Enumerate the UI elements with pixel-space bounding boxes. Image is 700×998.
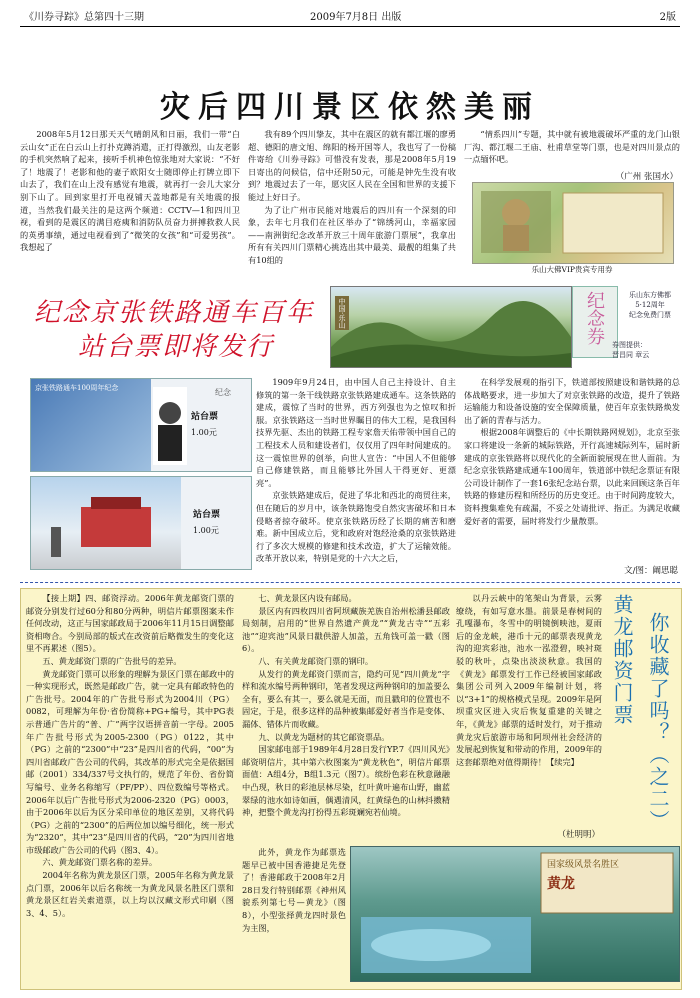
station-picture	[31, 477, 181, 569]
article2-col1: 1909年9月24日，由中国人自己主持设计、自主修筑的第一条干线铁路京张铁路建成通车。这条铁路的建成，震惊了当时的世界，西方列强也为之惊叹和折服。京张铁路这一当时世界瞩目的伟大工程，是我国科技界先驱、杰出的铁路工程专家詹天佑带领中国自己的工程技术人员和建设者们，仅仅用了四年时间建成的。这一震惊世界的创举，向世人宣告：“中国人不但能够自己修建铁路，而且能够比外国人干得更好、更漂亮”。 京张铁路建成后，促进了华北和西北的商贸往来，但在随后的岁月中，该条铁路饱受自然灾害破坏和日本侵略者掠夺破坏。使京张铁路历经了长期的痛苦和磨难。新中国成立后，党和政府对饱经沧桑的京张铁路进行了多次大规模的修建和技术改造，扩大了运输效能。改革开放以来，特别是党的十六大之后，	[256, 377, 456, 564]
ticket1-label: 纪念	[215, 388, 231, 397]
leshan-caption: 乐山大佛VIP贵宾专用券	[531, 265, 613, 274]
article2-byline: 文/图：阚思聪	[624, 566, 678, 576]
article2-col2: 在科学发展观的指引下，铁道部按照建设和谐铁路的总体战略要求，进一步加大了对京张铁路的改造，提升了铁路运输能力和设备设施的安全保障质量，使百年京张铁路焕发出了新的青春与活力。 根据2008年调整后的《中长期铁路网规划》，北京至张家口将建设一条新的城际铁路，开行高速城际列车，届时新建成的京张铁路将以现代化的全新面貌展现在世人面前。为纪念京张铁路建成通车100周年，铁道部中铁纪念票证有限公司设计制作了一套16张纪念站台票，以此来回顾这条百年铁路的修建历程和所经历的历史变迁。由于时间跨度较大，资料搜集难免有疏漏，不妥之处请批评、指正。为满足收藏爱好者的需要，届时将发行少量散票。	[464, 377, 680, 526]
ticket2-type: 站台票	[193, 510, 221, 520]
article3-col3: 以丹云峡中的笔架山为背景，云雾缭绕，有如写意水墨。前景是春树间的孔嘎瀑布，冬雪中的明镜倒映池，夏雨后的金龙峡，港币十元的邮票表现黄龙沟的迎宾彩池，池水一泓澄碧，映衬斑驳的秋叶，点染出淡淡秋意。我国的《黄龙》邮票发行工作已经被国家邮政集团公司列入2009年编制计划，将以“3+1”的规格模式呈现。2009年是阿坝重灾区进入灾后恢复重建的关键之年，《黄龙》邮票的适时发行，对于推动黄龙灾后旅游市场和阿坝州社会经济的发展起到恢复和带动的作用，2009年的这套邮票绝对值得期待！【续完】	[456, 593, 602, 767]
article1-col1: 2008年5月12日那天天气晴朗风和日丽，我们一带“白云山女”正在白云山上打扑克蹲消遣，正打得激烈，山友老影的手机突然响了起来，接听手机神色惊张地对大家说：“不好了！地震了！老影和他的妻子欧阳女士随即停止打牌立即下山去了，我们在山上没有感觉有地震，就再打一会儿大家分别下山了。回到家里打开电视铺天盖地都是有关地震的报道，当然我们最关注的是这两个频道：CCTV—1和四川卫视，看到的是震区的满目疮痍和消防队员奋力拼搏救救人民的英勇事绩，通过电视看到了“微笑的女孩”和“可爱男孩”。我想起了	[20, 129, 240, 253]
mountain-picture	[330, 286, 572, 368]
ticket1-type: 站台票	[191, 412, 219, 422]
article3-col2-bottom: 此外，黄龙作为邮票选题早已被中国香港捷足先登了！香港邮政于2008年2月28日发行特别邮票《神州风貌系列第七号—黄龙》（图8），小型张择黄龙四时景色为主图，	[242, 847, 346, 933]
huanglong-ticket-name: 黄龙	[547, 876, 575, 892]
article3-col2-top: 七、黄龙景区内设有邮局。 景区内有四枚四川省阿坝藏族羌族自治州松潘县邮政局刻制，启用的“世界自然遗产黄龙”“黄龙古寺”“五彩池”“迎宾池”风景日戳供游人加盖，五角钱可盖一戳（图6）。 八、有关黄龙邮资门票的钢印。 从发行的黄龙邮资门票而言，隐约可见“四川黄龙”字样和流水编号两种钢印，笔者发现这两种钢印的加盖要么全有，要么有其一，要么就是无面，而且戳印的位置也不固定，于是，很多这样的品种被集邮爱好者当作是变体、漏体、错体片而收藏。 九、以黄龙为题材的其它邮资票品。 国家邮电部于1989年4月28日发行YP.7《四川风光》邮资明信片，其中第六枚图案为“黄龙秋色”，明信片邮票面值：A组4分，B组1.3元（图7）。缤纷色彩在秋意融融中凸现，秋日的彩池层林尽染，红叶黄叶遍布山野，幽蓝翠绿的池水如诗如画，偶遇清风，红黄绿色的山林抖擞精神，把整个黄龙沟打扮得五彩斑斓宛若仙境。	[242, 593, 450, 818]
ticket2-price: 1.00元	[193, 526, 219, 535]
huanglong-ticket-image	[350, 846, 680, 982]
leshan-buddha-picture	[473, 183, 673, 263]
article3-col1: 【接上期】四、邮资浮动。2006年黄龙邮资门票的邮资分别发行过60分和80分两种，明信片邮票图案未作任何改动，这正与国家邮政局于2006年11月15日调整邮资相吻合。今别局部的版式在改资前后略微发生的变化这里不再累述（图5）。 五、黄龙邮资门票的广告批号的差异。 黄龙邮资门票可以形象的理解为景区门票在邮政中的一种实现形式，既然是邮政广告，就一定具有邮政特色的广告批号。2004年的广告批号形式为2004川（PG）0082，可理解为年份·省份简称+PG+编号，其中PG表示普通广告片的“普、广”两字汉语拼音前一字母。2005年广告批号形式为2005-2300（PG）0122，其中（PG）之前的“2300”中“23”是四川省的代码，“00”为四川省邮政广告公司的代码，其改革的形式完全是依据国邮（2001）334/337号文执行的，规范了年份、省份简写编号、业务名称缩写（PF/PP）、四位数编号等格式。2006年以后广告批号形式为2006-2320（PG）0003，由于2006年以后为区分采印单位的地区差别，又将代码（PG）之前的“2300”的后两位加以编号细化，统一形式为“2320”，其中“23”是四川省的代码，“20”为四川省地市级邮政广告公司的代码（图3、4）。 六、黄龙邮资门票名称的差异。 2004年名称为黄龙景区门票，2005年名称为黄龙景点门票，2006年以后名称统一为黄龙风景名胜区门票和黄龙景区红岩关索道票，以上均以汉藏文形式印刷（图3、4、5）。	[26, 593, 234, 918]
provider-credit: 券图提供： 晋昌同 章云	[612, 341, 650, 359]
issue-date: 2009年7月8日 出版	[310, 12, 402, 23]
leshan-ticket-image	[472, 182, 674, 264]
commemorative-vert-label: 纪念券	[584, 291, 605, 345]
article1-col2: 我有89个四川挚友，其中在震区的就有都江堰的廖勇超、德阳的唐文旭、绵阳的杨开国等人，我也写了一份稿件寄给《川券寻踪》可惜没有发表，那是2008年5月19日寄出的问候信，信中还附50元，可能是钟先生没有收到？地震过去了一年，愿灾区人民在全国和世界的支援下能过上好日子。 为了让广州市民能对地震后的四川有一个深刻的印象，去年七月我们在社区举办了“锦绣河山，幸福家园——南洲街纪念改革开放三十周年旅游门票展”，我拿出所有有关四川门票精心挑选出其中最美、最靓的组集了共有10组的	[248, 129, 456, 265]
headline-line2: 站台票即将发行	[78, 332, 275, 362]
paper-name: 《川券寻踪》总第四十三期	[24, 12, 144, 23]
page-header	[20, 6, 680, 27]
scenic-vert-label: 中国·乐山	[335, 296, 349, 330]
huanglong-ticket-title: 国家级风景名胜区	[547, 860, 620, 870]
portrait-picture	[153, 387, 187, 465]
ticket1-price: 1.00元	[191, 428, 217, 437]
section-divider	[20, 582, 680, 583]
article1-col3: “情系四川”专题，其中就有被地震破坏严重的龙门山银厂沟、都江堰二王庙、杜甫草堂等门票，也是对四川景点的一点缅怀吧。	[464, 129, 680, 165]
article1-byline: （广州 张国水）	[615, 172, 678, 182]
railway-ticket-1	[30, 378, 252, 472]
railway-ticket-2	[30, 476, 252, 570]
headline-line1: 纪念京张铁路通车百年	[34, 298, 315, 328]
article3-byline: （杜明明）	[557, 830, 600, 840]
ticket1-title: 京张铁路通车100周年纪念	[35, 384, 119, 392]
huanglong-pools-picture	[351, 847, 679, 981]
page-number: 2版	[659, 12, 676, 23]
huanglong-side-title: 黄龙邮资门票	[610, 594, 634, 726]
huanglong-side-question: 你收藏了吗？（之二）	[646, 612, 670, 832]
stamp-caption: 乐山东方佛都 5·12周年 纪念免费门票	[629, 291, 671, 319]
article1-title: 灾后四川景区依然美丽	[160, 90, 540, 125]
